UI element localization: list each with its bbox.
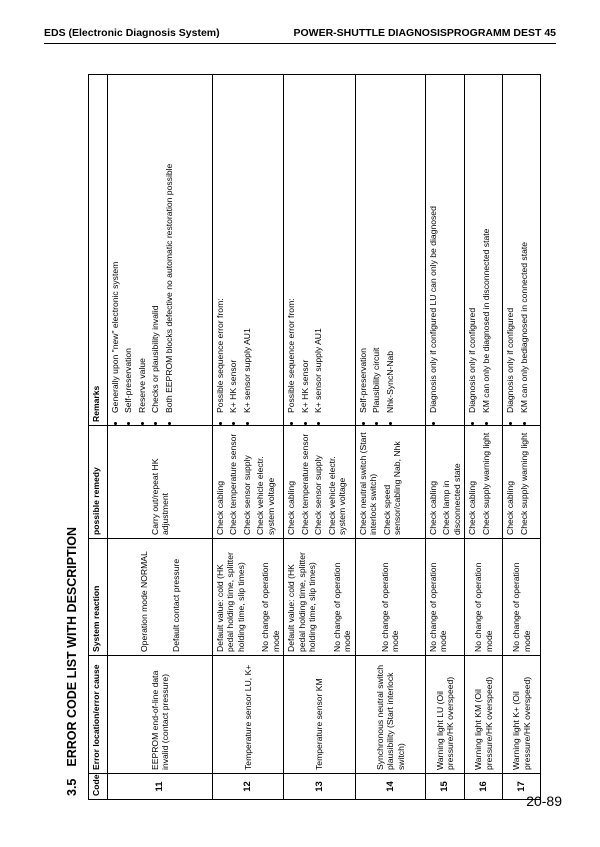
cause-cell: Temperature sensor KM [284, 656, 355, 774]
remedy-line: Check vehicle electr. system voltage [255, 456, 276, 535]
reaction-line: No change of operation mode [260, 562, 281, 652]
remark-item: • K+ sensor supply AU1 [313, 78, 323, 413]
remedy-line: Check temperature sensor [228, 433, 239, 535]
table-row [355, 75, 425, 800]
remark-item: • Possible sequence error from: [286, 78, 296, 413]
cause-cell: EEPROM end-of-line data invalid (contact pressure) [108, 656, 213, 774]
remark-item: • Plausibility circuit [371, 78, 381, 413]
remedy-line: Check sensor supply [241, 455, 252, 535]
remarks-cell [213, 75, 284, 426]
remedy-line: Check cabling [505, 481, 516, 535]
table-header-row [89, 75, 108, 800]
remark-item: • Possible sequence error from: [215, 78, 225, 413]
remedy-line: Check vehicle electr. system voltage [326, 456, 348, 535]
remark-item: • Reserve value [137, 78, 147, 413]
table-row [425, 75, 464, 800]
reaction-line: No change of operation mode [331, 562, 353, 652]
remark-item: • KM can only be diagnosed in disconnected state [481, 78, 491, 413]
header-rule [44, 43, 556, 44]
cause-cell: Warning light K+ (Oil pressure/HK overspeed) [503, 656, 541, 774]
remedy-line: Check cabling [427, 481, 438, 535]
remedy-line: Check speed sensor/cabling Nab, Nhk [381, 441, 403, 535]
reaction-line: No change of operation mode [379, 562, 401, 652]
remark-item: • Self-preservation [123, 78, 133, 413]
reaction-line: Default contact pressure [171, 558, 181, 652]
error-code-table [88, 74, 541, 800]
reaction-cell [355, 539, 425, 656]
rotated-content [62, 75, 564, 800]
reaction-cell [213, 539, 284, 656]
code-cell: 12 [213, 774, 284, 800]
remarks-cell [503, 75, 541, 426]
reaction-line: Default value: cold (HK pedal holding time, splitter holding time, slip times) [286, 552, 318, 652]
remark-item: • K+ HK sensor [300, 78, 310, 413]
table-row [213, 75, 284, 800]
cause-cell: Warning light KM (Oil pressure/HK overspeed) [465, 656, 503, 774]
remedy-line: Check lamp in disconnected state [441, 463, 462, 535]
remarks-cell [465, 75, 503, 426]
code-cell: 17 [503, 774, 541, 800]
remedy-cell [503, 426, 541, 539]
remedy-cell [284, 426, 355, 539]
remark-item: • Diagnosis only if configured [505, 78, 515, 413]
header-right: POWER-SHUTTLE DIAGNOSISPROGRAMM DEST 45 [293, 27, 556, 39]
cause-cell: Temperature sensor LU, K+ [213, 656, 284, 774]
reaction-line: Operation mode NORMAL [138, 551, 149, 652]
remarks-cell [108, 75, 213, 426]
col-header-reaction: System reaction [89, 539, 108, 656]
header-left: EDS (Electronic Diagnosis System) [44, 27, 220, 39]
remedy-line: Check supply warning light [518, 432, 529, 535]
remark-item: • Self-preservation [358, 78, 368, 413]
remark-item: • Both EEPROM blocks defective no automatic restoration possible [164, 78, 174, 413]
remarks-cell [355, 75, 425, 426]
reaction-line: No change of operation mode [473, 562, 494, 652]
reaction-line: Default value: cold (HK pedal holding time, splitter holding time, slip times) [215, 552, 246, 652]
section-number: 3.5 [65, 778, 79, 796]
remedy-cell [425, 426, 464, 539]
remarks-cell [425, 75, 464, 426]
col-header-code: Code [89, 774, 108, 800]
remedy-line: Check temperature sensor [299, 433, 310, 535]
section-title-text: ERROR CODE LIST WITH DESCRIPTION [65, 527, 79, 767]
code-cell: 16 [465, 774, 503, 800]
remark-item: • Checks or plausibility invalid [150, 78, 160, 413]
reaction-cell [465, 539, 503, 656]
remedy-line: Check cabling [286, 481, 297, 535]
cause-cell: Synchronous neutral switch plausibility (Start interlock switch) [355, 656, 425, 774]
reaction-cell [284, 539, 355, 656]
remedy-line: Check sensor supply [313, 455, 324, 535]
code-cell: 15 [425, 774, 464, 800]
remark-item: • Nhk-SyncN-Nab [385, 78, 395, 413]
table-row [503, 75, 541, 800]
table-row [284, 75, 355, 800]
reaction-cell [503, 539, 541, 656]
reaction-cell [425, 539, 464, 656]
remedy-line: Check supply warning light [480, 432, 491, 535]
remarks-cell [284, 75, 355, 426]
remedy-cell [213, 426, 284, 539]
remark-item: • Generally upon "new" electronic system [110, 78, 120, 413]
remedy-line: Carry out/repeat HK adjustment [149, 458, 170, 535]
col-header-remarks: Remarks [89, 75, 108, 426]
remark-item: • K+ sensor supply AU1 [242, 78, 252, 413]
page-number: 20-89 [526, 793, 562, 809]
remedy-cell [465, 426, 503, 539]
reaction-cell [108, 539, 213, 656]
table-row [108, 75, 213, 800]
remark-item: • KM can only bediagnosed in connected state [519, 78, 529, 413]
col-header-remedy: possible remedy [89, 426, 108, 539]
section-title [62, 75, 82, 796]
remedy-line: Check neutral switch (Start interlock switch) [357, 432, 379, 535]
remark-item: • Diagnosis only if configured [467, 78, 477, 413]
remark-item: • Diagnosis only if configured LU can only be diagnosed [428, 78, 438, 413]
remark-item: • K+ HK sensor [228, 78, 238, 413]
code-cell: 13 [284, 774, 355, 800]
cause-cell: Warning light LU (Oil pressure/HK overspeed) [425, 656, 464, 774]
remedy-line: Check cabling [467, 481, 478, 535]
col-header-cause: Error location/error cause [89, 656, 108, 774]
remedy-cell [108, 426, 213, 539]
code-cell: 14 [355, 774, 425, 800]
reaction-line: No change of operation mode [511, 562, 532, 652]
remedy-cell [355, 426, 425, 539]
code-cell: 11 [108, 774, 213, 800]
table-row [465, 75, 503, 800]
reaction-line: No change of operation mode [427, 562, 449, 652]
remedy-line: Check cabling [215, 481, 225, 535]
